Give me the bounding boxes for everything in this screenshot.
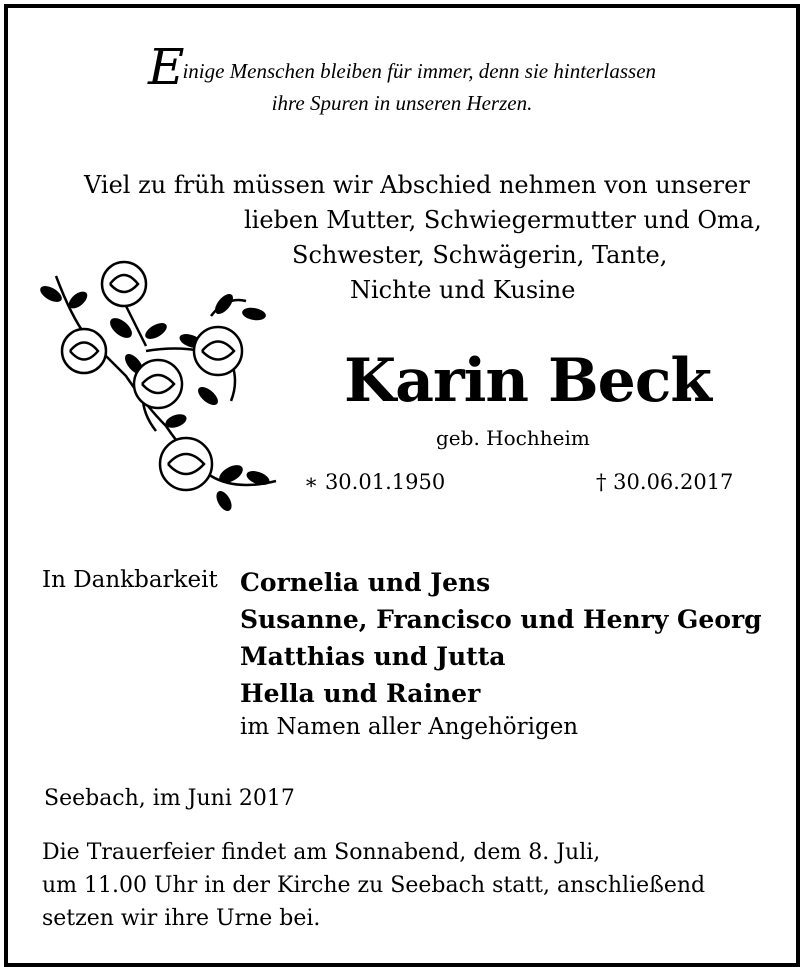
death-date: † 30.06.2017 bbox=[596, 470, 734, 494]
mourner-name: Cornelia und Jens bbox=[240, 568, 491, 597]
intro-line-1: Viel zu früh müssen wir Abschied nehmen von unserer bbox=[84, 171, 750, 199]
ceremony-line-1: Die Trauerfeier findet am Sonnabend, dem 8. Juli, bbox=[42, 840, 601, 865]
ceremony-line-3: setzen wir ihre Urne bei. bbox=[42, 906, 321, 931]
motto-line-1-text: inige Menschen bleiben für immer, denn sie hinterlassen bbox=[182, 59, 657, 83]
roses-illustration-icon bbox=[26, 256, 296, 526]
mourner-name: Susanne, Francisco und Henry Georg bbox=[240, 605, 762, 634]
place-date: Seebach, im Juni 2017 bbox=[44, 786, 295, 811]
birth-date: ∗ 30.01.1950 bbox=[304, 470, 446, 494]
obituary-notice bbox=[4, 4, 800, 967]
mourner-name: Hella und Rainer bbox=[240, 679, 481, 708]
motto-line-2: ihre Spuren in unseren Herzen. bbox=[271, 91, 533, 115]
mourner-name: Matthias und Jutta bbox=[240, 642, 506, 671]
birth-name: geb. Hochheim bbox=[436, 426, 590, 450]
deceased-name: Karin Beck bbox=[344, 346, 711, 416]
intro-line-2: lieben Mutter, Schwiegermutter und Oma, bbox=[244, 206, 762, 234]
ceremony-line-2: um 11.00 Uhr in der Kirche zu Seebach statt, anschließend bbox=[42, 873, 706, 898]
intro-line-4: Nichte und Kusine bbox=[350, 276, 576, 304]
mourners-closing: im Namen aller Angehörigen bbox=[240, 714, 579, 740]
motto-line-1 bbox=[8, 38, 796, 96]
mourners-label: In Dankbarkeit bbox=[42, 567, 218, 593]
motto-initial: E bbox=[147, 38, 185, 96]
intro-line-3: Schwester, Schwägerin, Tante, bbox=[292, 241, 668, 269]
